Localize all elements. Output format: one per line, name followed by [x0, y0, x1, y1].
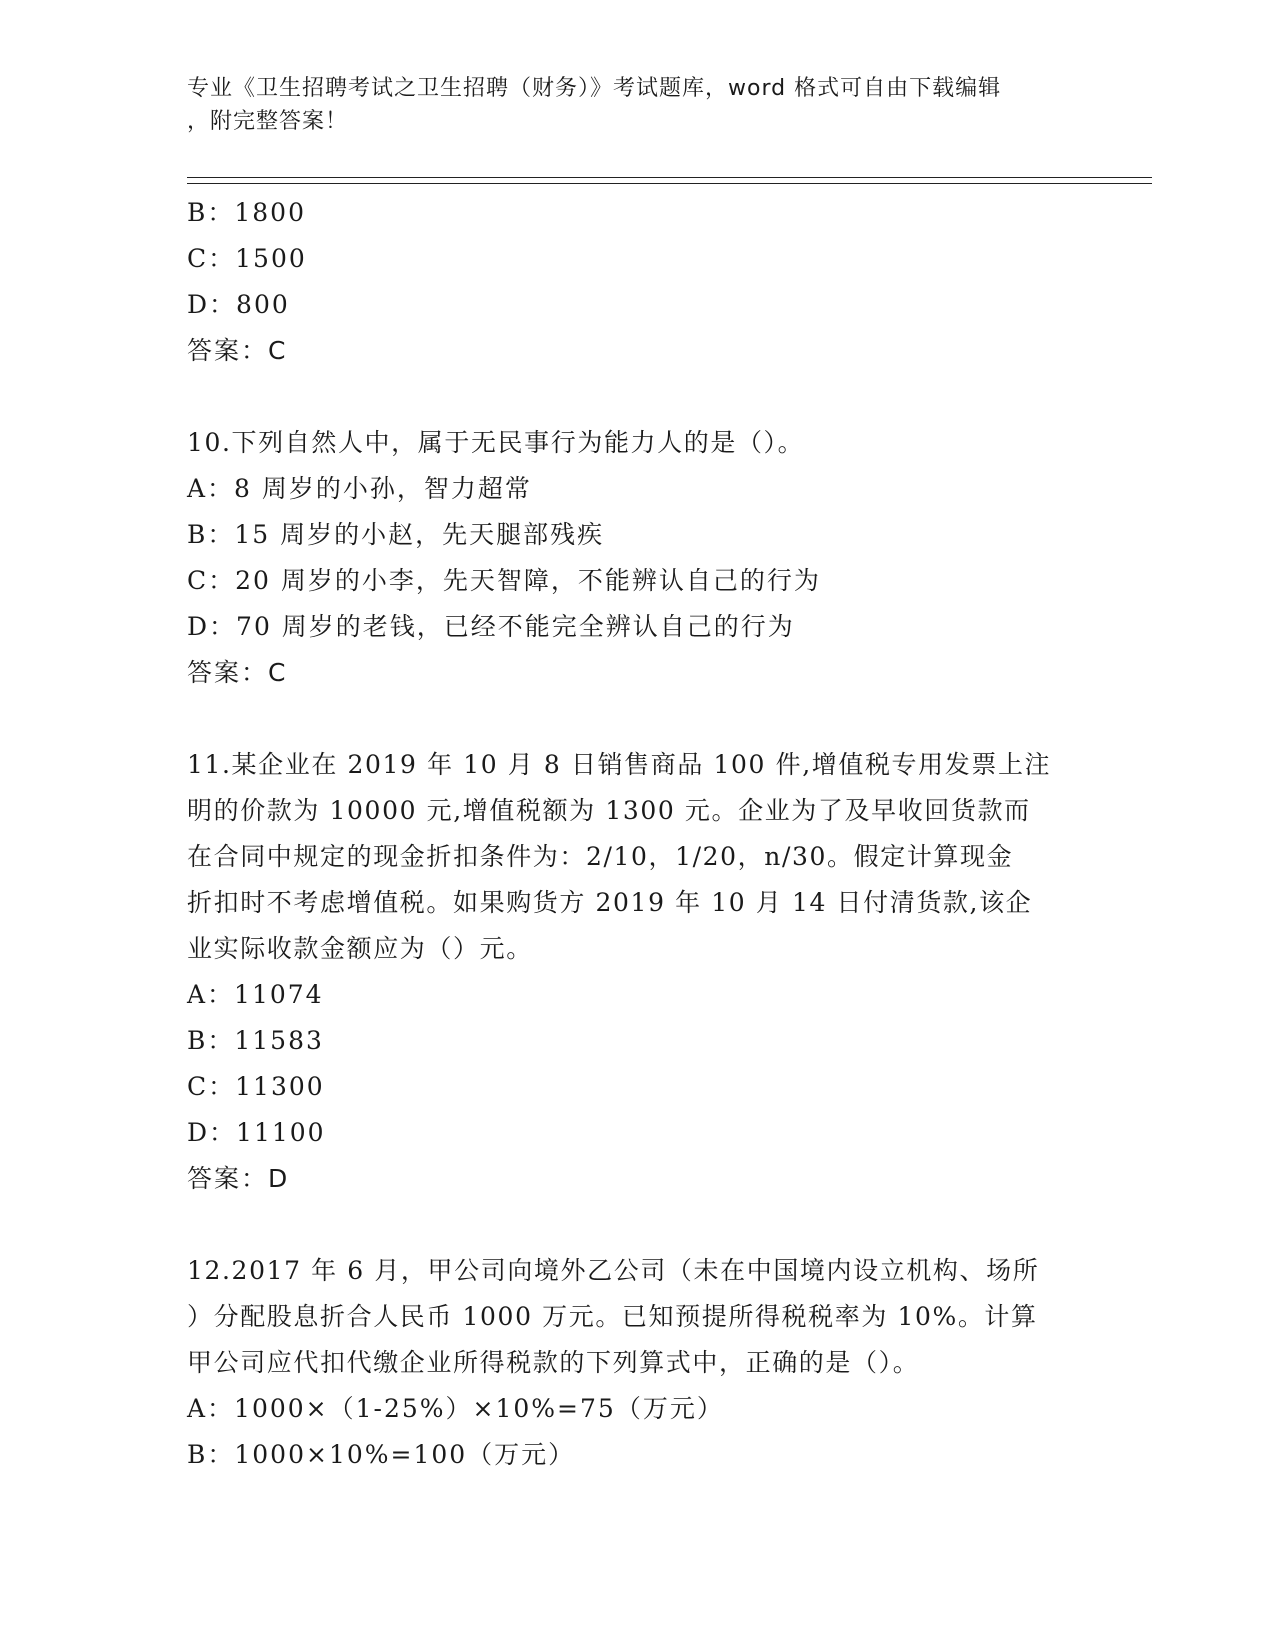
option-a: A：1000×（1-25%）×10%=75（万元）: [187, 1394, 724, 1423]
question-12: [187, 1248, 1087, 1478]
stem-line: 折扣时不考虑增值税。如果购货方 2019 年 10 月 14 日付清货款,该企: [187, 888, 1033, 917]
header-line-1: 专业《卫生招聘考试之卫生招聘（财务）》考试题库，word 格式可自由下载编辑: [187, 76, 1002, 101]
option-c: C：11300: [187, 1072, 325, 1101]
option-b: B：15 周岁的小赵，先天腿部残疾: [187, 520, 605, 549]
option-a: A：11074: [187, 980, 324, 1009]
stem-line: 甲公司应代扣代缴企业所得税款的下列算式中，正确的是（）。: [187, 1348, 920, 1377]
question-stem: [187, 1248, 1077, 1386]
option-d: D：70 周岁的老钱，已经不能完全辨认自己的行为: [187, 612, 795, 641]
question-stem: [187, 742, 1077, 972]
stem-line: 业实际收款金额应为（）元。: [187, 934, 533, 963]
stem-line: 10.下列自然人中，属于无民事行为能力人的是（）。: [187, 428, 805, 457]
previous-question: [187, 190, 1087, 374]
stem-line: 明的价款为 10000 元,增值税额为 1300 元。企业为了及早收回货款而: [187, 796, 1031, 825]
stem-line: ）分配股息折合人民币 1000 万元。已知预提所得税税率为 10%。计算: [187, 1302, 1038, 1331]
header-divider-bottom: [187, 183, 1152, 184]
document-header: [187, 72, 1067, 138]
exam-content: [187, 190, 1087, 1478]
header-divider-top: [187, 177, 1152, 178]
header-line-2: ，附完整答案！: [187, 109, 349, 134]
option-b: B：1000×10%=100（万元）: [187, 1440, 576, 1469]
option-b: B：11583: [187, 1026, 324, 1055]
option-b: B：1800: [187, 198, 306, 227]
option-a: A：8 周岁的小孙，智力超常: [187, 474, 532, 503]
spacer: [187, 1202, 1087, 1248]
option-c: C：20 周岁的小李，先天智障，不能辨认自己的行为: [187, 566, 821, 595]
stem-line: 在合同中规定的现金折扣条件为：2/10，1/20，n/30。假定计算现金: [187, 842, 1014, 871]
answer-line: 答案：C: [187, 336, 288, 365]
question-11: [187, 742, 1087, 1202]
question-stem: [187, 420, 1077, 466]
option-d: D：11100: [187, 1118, 326, 1147]
option-c: C：1500: [187, 244, 307, 273]
answer-line: 答案：C: [187, 658, 288, 687]
spacer: [187, 696, 1087, 742]
option-d: D：800: [187, 290, 290, 319]
stem-line: 11.某企业在 2019 年 10 月 8 日销售商品 100 件,增值税专用发票上注: [187, 750, 1052, 779]
stem-line: 12.2017 年 6 月，甲公司向境外乙公司（未在中国境内设立机构、场所: [187, 1256, 1040, 1285]
answer-line: 答案：D: [187, 1164, 290, 1193]
question-10: [187, 420, 1087, 696]
spacer: [187, 374, 1087, 420]
